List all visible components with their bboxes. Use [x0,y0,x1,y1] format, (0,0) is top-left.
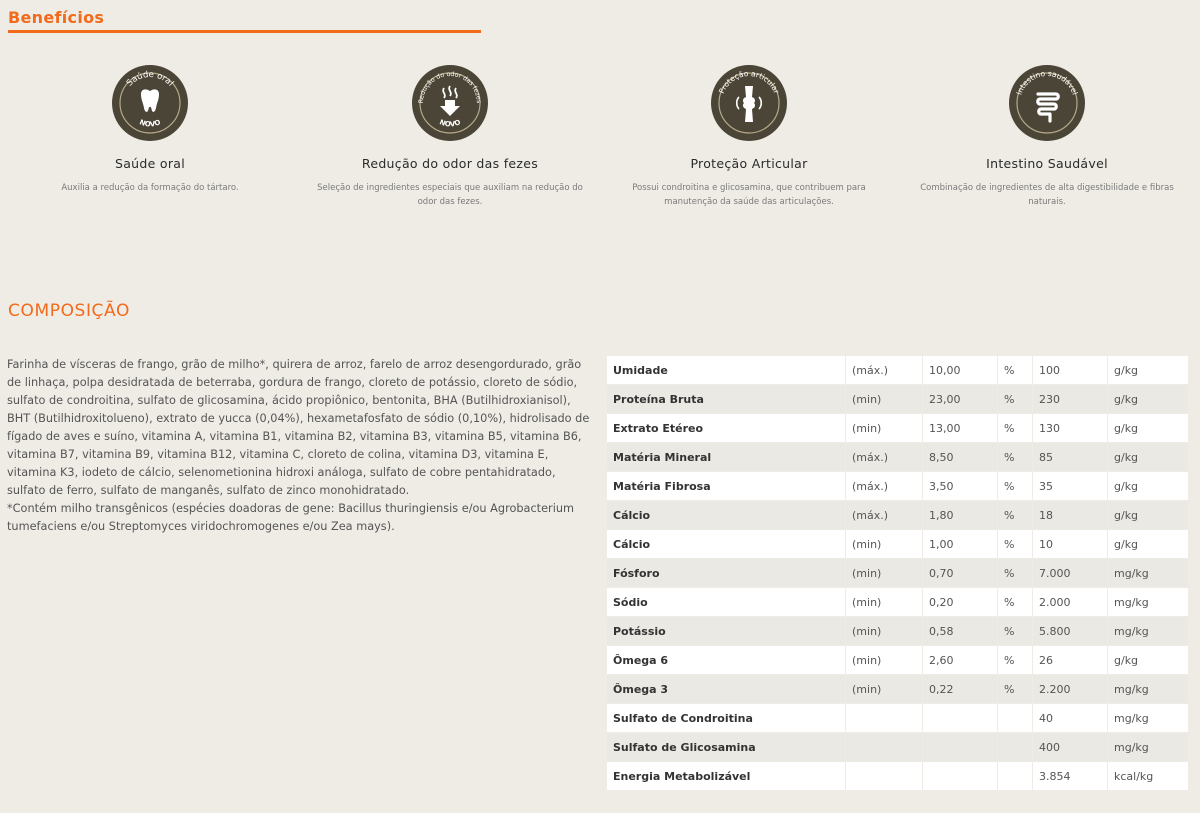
nutrient-qualifier [846,733,923,762]
nutrient-amount: 85 [1033,443,1108,472]
nutrient-name: Matéria Mineral [607,443,846,472]
nutrient-unit: g/kg [1108,385,1189,414]
nutrient-percent-value: 23,00 [923,385,998,414]
nutrient-name: Fósforo [607,559,846,588]
nutrient-percent-value: 0,70 [923,559,998,588]
composicao-footnote: *Contém milho transgênicos (espécies doadoras de gene: Bacillus thuringiensis e/ou Agrobacterium tumefaciens e/ou Streptomyces viridochromogenes e/ou Zea mays). [7,502,575,533]
nutrient-percent-sign: % [998,443,1033,472]
nutrient-amount: 230 [1033,385,1108,414]
nutrient-unit: g/kg [1108,356,1189,385]
nutrient-amount: 400 [1033,733,1108,762]
nutrient-percent-sign: % [998,617,1033,646]
nutrient-name: Matéria Fibrosa [607,472,846,501]
nutrient-name: Ômega 3 [607,675,846,704]
benefit-odor-fezes [305,64,595,209]
nutrient-percent-value: 2,60 [923,646,998,675]
protecao-articular-badge [710,64,788,142]
nutrient-percent-sign [998,704,1033,733]
nutrient-percent-value: 0,58 [923,617,998,646]
nutrient-percent-sign: % [998,501,1033,530]
benefit-name: Saúde oral [114,156,186,171]
nutrient-unit: mg/kg [1108,675,1189,704]
nutrient-qualifier: (min) [846,588,923,617]
nutrient-percent-sign: % [998,588,1033,617]
nutrient-name: Sódio [607,588,846,617]
nutrient-percent-sign: % [998,414,1033,443]
table-row [607,385,1189,414]
nutrient-amount: 26 [1033,646,1108,675]
nutrient-qualifier: (min) [846,530,923,559]
benefit-description: Auxilia a redução da formação do tártaro. [61,183,239,193]
nutrient-name: Umidade [607,356,846,385]
nutrient-unit: mg/kg [1108,704,1189,733]
composicao-title: COMPOSIÇÃO [8,301,130,321]
nutrient-qualifier: (min) [846,675,923,704]
intestine-icon [1008,64,1086,142]
svg-text:Redução do odor das fezes: Redução do odor das fezes [417,70,483,104]
nutrient-amount: 10 [1033,530,1108,559]
nutrient-amount: 2.200 [1033,675,1108,704]
nutrient-amount: 3.854 [1033,762,1108,791]
nutrient-percent-sign: % [998,356,1033,385]
nutrient-unit: g/kg [1108,530,1189,559]
nutrient-percent-value: 1,00 [923,530,998,559]
table-row [607,762,1189,791]
joint-icon [710,64,788,142]
nutrient-qualifier: (máx.) [846,501,923,530]
nutrient-percent-sign: % [998,559,1033,588]
nutrient-percent-value: 10,00 [923,356,998,385]
nutrient-percent-value: 0,20 [923,588,998,617]
beneficios-title: Benefícios [8,8,105,27]
table-row [607,501,1189,530]
benefit-description: Possui condroitina e glicosamina, que contribuem para manutenção da saúde das articulações. [632,183,866,207]
table-row [607,733,1189,762]
nutrient-unit: g/kg [1108,443,1189,472]
nutrient-percent-sign: % [998,530,1033,559]
nutrient-amount: 7.000 [1033,559,1108,588]
composicao-ingredients: Farinha de vísceras de frango, grão de milho*, quirera de arroz, farelo de arroz desengordurado, grão de linhaça, polpa desidratada de beterraba, gordura de frango, cloreto de potássio, cloreto de sódio, sulfato de condroitina, sulfato de glicosamina, ácido propiônico, bentonita, BHA (Butilhidroxianisol), BHT (Butilhidroxitolueno), extrato de yucca (0,04%), hexametafosfato de sódio (0,10%), hidrolisado de fígado de aves e suíno, vitamina A, vitamina B1, vitamina B2, vitamina B3, vitamina B5, vitamina B6, vitamina B7, vitamina B9, vitamina B12, vitamina C, cloreto de colina, vitamina D3, vitamina E, vitamina K3, iodeto de cálcio, selenometionina hidroxi análoga, sulfato de cobre pentahidratado, sulfato de ferro, sulfato de manganês, sulfato de zinco monohidratado. [7,358,590,497]
nutrient-name: Extrato Etéreo [607,414,846,443]
intestino-saudavel-badge [1008,64,1086,142]
nutrient-percent-sign [998,733,1033,762]
nutrient-unit: mg/kg [1108,617,1189,646]
table-row [607,588,1189,617]
nutrient-percent-sign: % [998,472,1033,501]
nutrient-name: Cálcio [607,530,846,559]
nutrient-qualifier: (min) [846,414,923,443]
benefit-intestino-saudavel [902,64,1192,209]
beneficios-underline [8,30,481,33]
nutrient-qualifier: (min) [846,646,923,675]
benefit-name: Proteção Articular [690,156,808,171]
nutrient-percent-sign [998,762,1033,791]
odor-fezes-badge [411,64,489,142]
nutrient-percent-value [923,733,998,762]
benefit-name: Intestino Saudável [986,156,1108,171]
nutrient-percent-value: 0,22 [923,675,998,704]
nutrient-percent-value [923,762,998,791]
table-row [607,414,1189,443]
nutrient-unit: mg/kg [1108,559,1189,588]
nutrient-name: Cálcio [607,501,846,530]
benefit-saude-oral [5,64,295,195]
table-row [607,675,1189,704]
nutrient-qualifier [846,762,923,791]
table-row [607,443,1189,472]
nutrient-unit: mg/kg [1108,588,1189,617]
svg-text:Saúde oral: Saúde oral [124,69,176,89]
svg-text:NOVO: NOVO [138,118,162,129]
nutrient-percent-sign: % [998,675,1033,704]
nutrient-unit: mg/kg [1108,733,1189,762]
composicao-text [7,356,592,536]
table-row [607,559,1189,588]
nutrient-amount: 100 [1033,356,1108,385]
nutrient-amount: 35 [1033,472,1108,501]
nutrient-qualifier: (máx.) [846,443,923,472]
nutrient-amount: 18 [1033,501,1108,530]
nutrient-qualifier: (máx.) [846,472,923,501]
nutrition-table [606,355,1189,791]
nutrient-amount: 2.000 [1033,588,1108,617]
nutrient-percent-value: 3,50 [923,472,998,501]
nutrient-unit: g/kg [1108,646,1189,675]
table-row [607,704,1189,733]
nutrient-qualifier: (min) [846,559,923,588]
table-row [607,646,1189,675]
benefit-name: Redução do odor das fezes [361,156,539,171]
table-row [607,617,1189,646]
nutrient-name: Potássio [607,617,846,646]
nutrient-percent-value [923,704,998,733]
nutrient-unit: g/kg [1108,501,1189,530]
table-row [607,356,1189,385]
nutrient-amount: 5.800 [1033,617,1108,646]
nutrient-qualifier: (máx.) [846,356,923,385]
nutrient-percent-value: 13,00 [923,414,998,443]
tooth-icon [111,64,189,142]
nutrient-name: Sulfato de Glicosamina [607,733,846,762]
nutrient-qualifier: (min) [846,617,923,646]
nutrient-percent-sign: % [998,646,1033,675]
odor-down-arrow-icon [411,64,489,142]
nutrient-unit: g/kg [1108,472,1189,501]
nutrient-amount: 40 [1033,704,1108,733]
nutrient-name: Ômega 6 [607,646,846,675]
nutrient-name: Sulfato de Condroitina [607,704,846,733]
nutrient-percent-sign: % [998,385,1033,414]
benefit-protecao-articular [604,64,894,209]
nutrient-name: Proteína Bruta [607,385,846,414]
nutrient-name: Energia Metabolizável [607,762,846,791]
nutrient-unit: g/kg [1108,414,1189,443]
benefit-description: Combinação de ingredientes de alta digestibilidade e fibras naturais. [920,183,1174,207]
benefit-description: Seleção de ingredientes especiais que auxiliam na redução do odor das fezes. [317,183,583,207]
table-row [607,530,1189,559]
svg-text:Intestino saudável: Intestino saudável [1014,68,1080,97]
nutrient-qualifier: (min) [846,385,923,414]
nutrient-unit: kcal/kg [1108,762,1189,791]
table-row [607,472,1189,501]
saude-oral-badge [111,64,189,142]
svg-text:Proteção articular: Proteção articular [716,68,782,95]
nutrient-percent-value: 1,80 [923,501,998,530]
nutrient-qualifier [846,704,923,733]
svg-text:NOVO: NOVO [438,118,462,129]
nutrient-amount: 130 [1033,414,1108,443]
nutrient-percent-value: 8,50 [923,443,998,472]
